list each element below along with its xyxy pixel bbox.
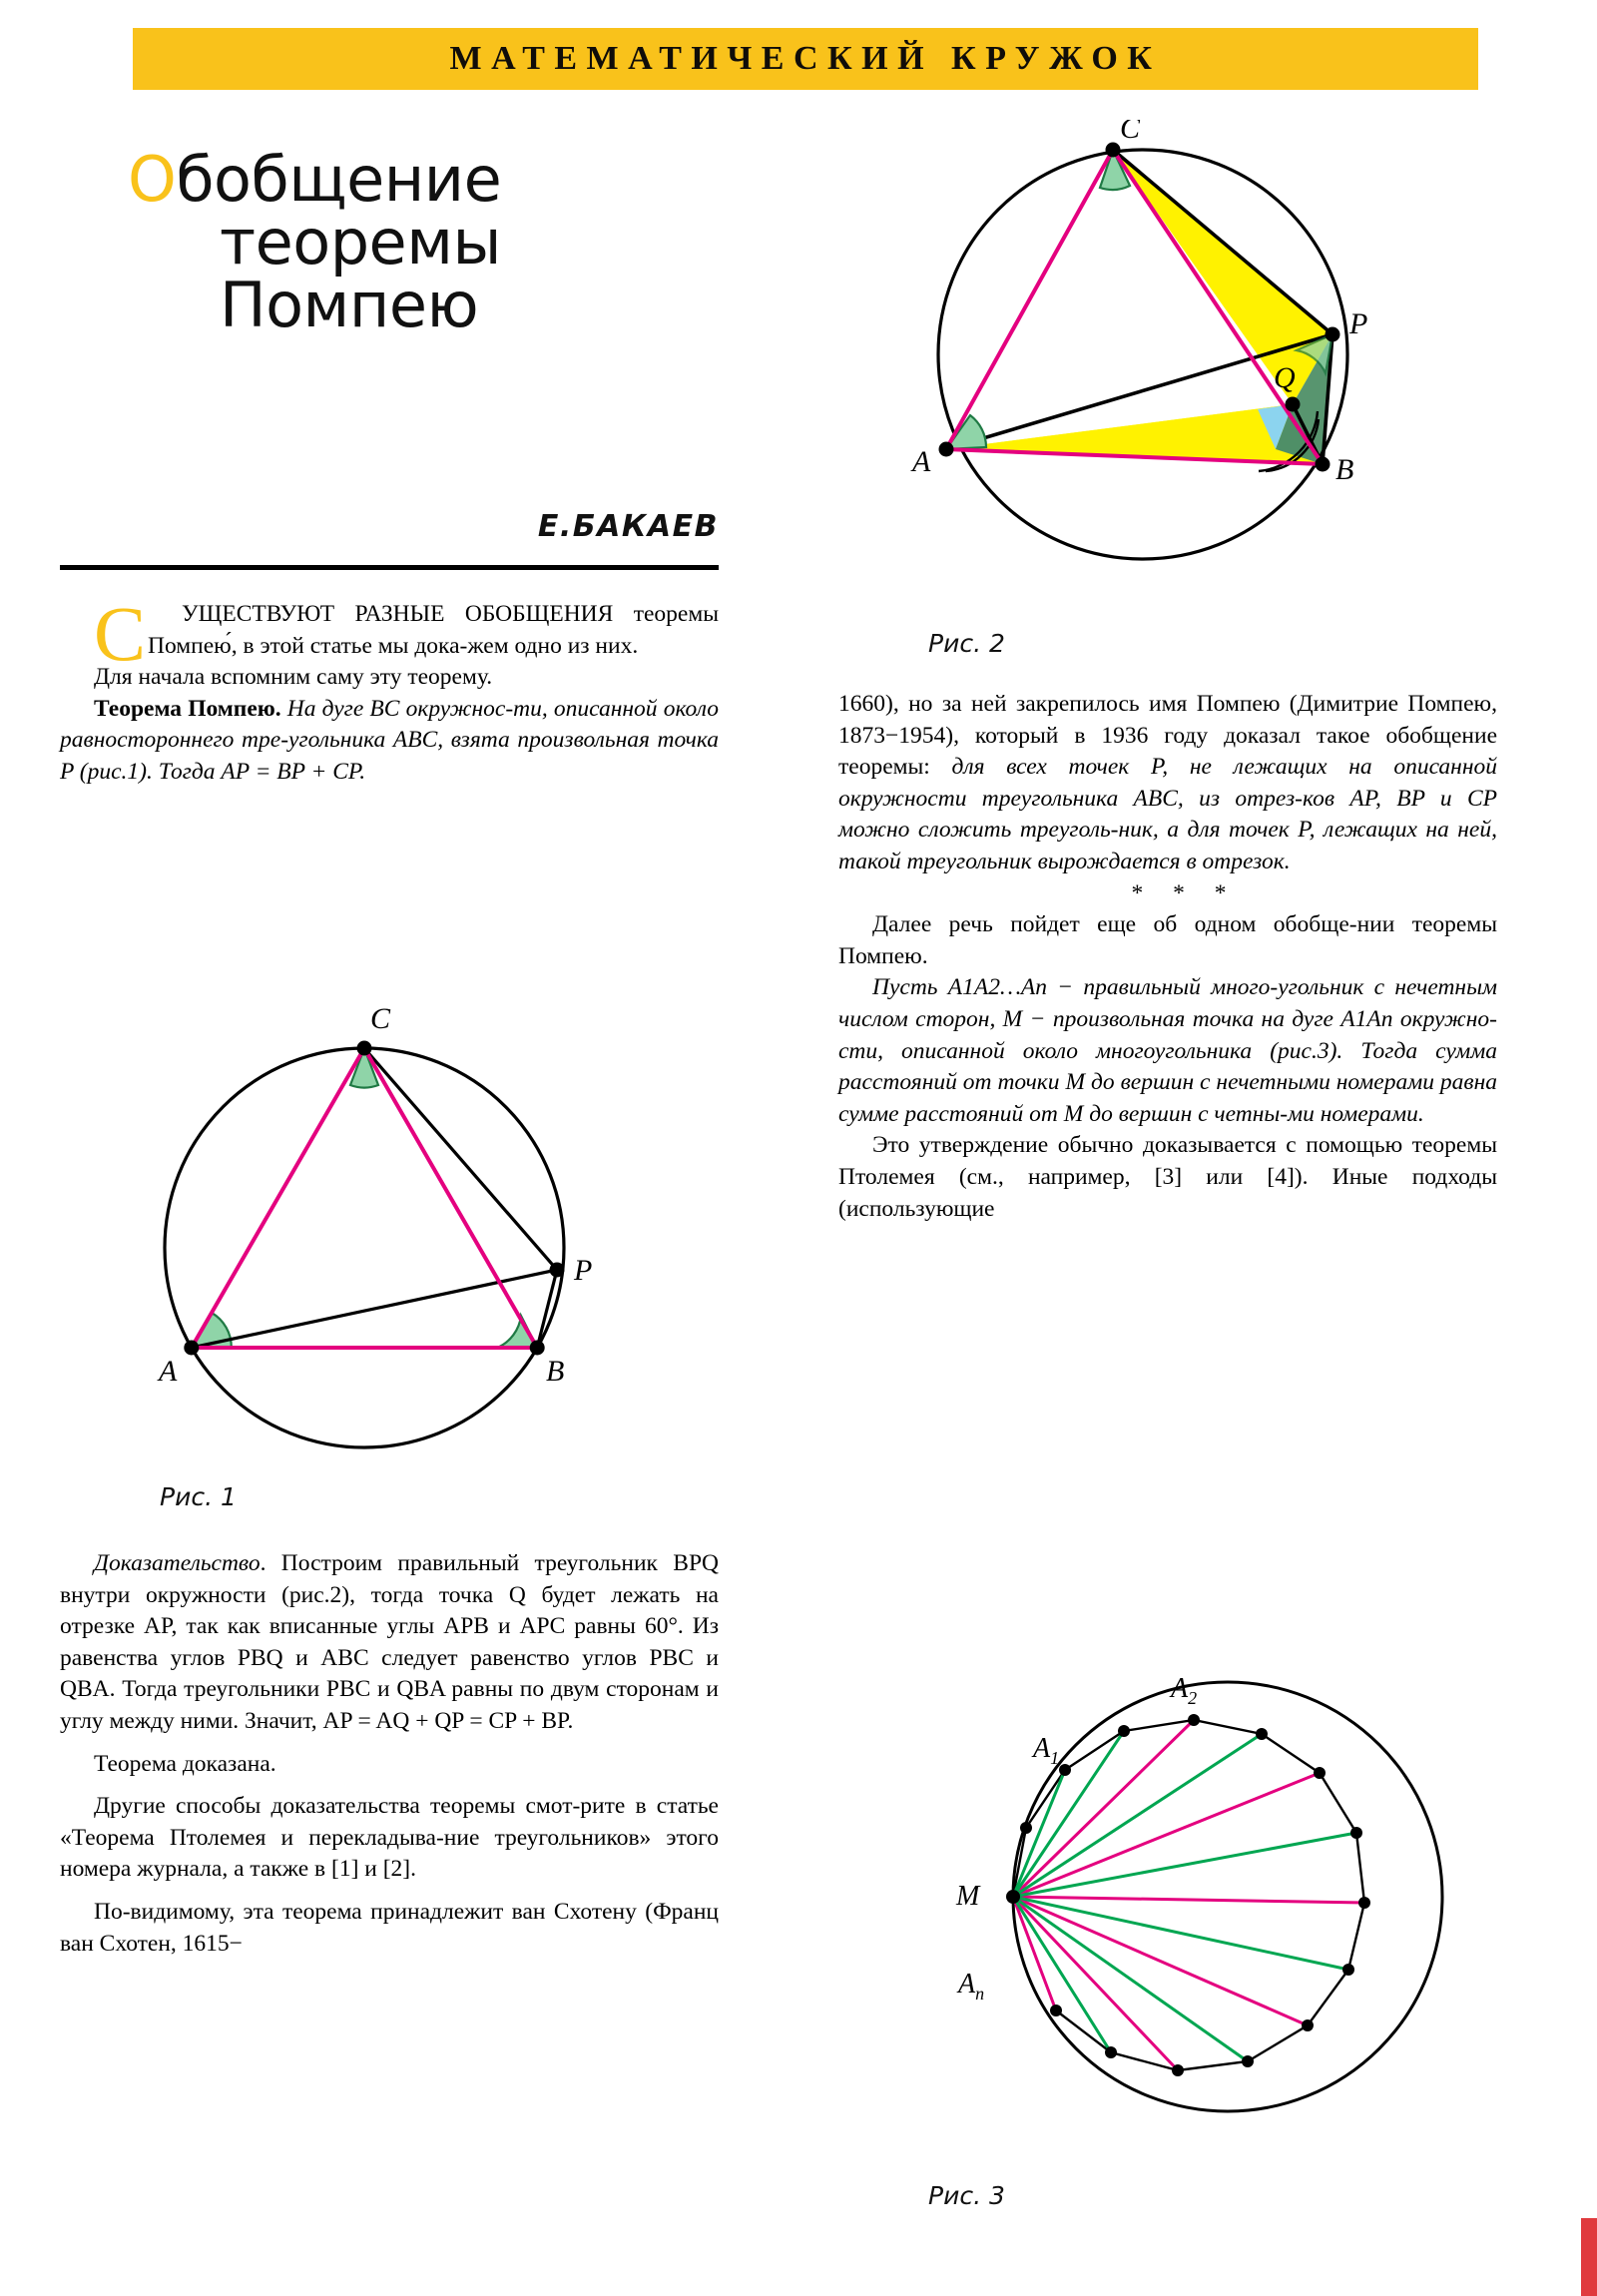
fig3-label-M: M <box>956 1881 980 1912</box>
fig2-point-A <box>939 442 954 457</box>
fig3-label-A2: $A_2$ <box>1171 1673 1198 1708</box>
fig3-label-An: $A_n$ <box>958 1969 985 2004</box>
fig2-label-A: A <box>912 445 931 478</box>
author-byline: Е.БАКАЕВ <box>537 509 719 544</box>
fig1-label-B: B <box>546 1355 565 1388</box>
pompeiu-bio-text: 1660), но за ней закрепилось имя Помпею (Димитрие Помпею, 1873−1954), который в 1936 году доказал такое обобщение теоремы: <box>838 691 1497 781</box>
paragraph-intro-caps: УЩЕСТВУЮТ РАЗНЫЕ ОБОБЩЕНИЯ <box>182 601 614 627</box>
section-separator: * * * <box>1131 879 1239 906</box>
title-line-3: Помпею <box>220 269 479 342</box>
figure-2-caption: Рис. 2 <box>928 629 1005 658</box>
fig3-label-An-sub: n <box>975 1984 985 2004</box>
fig2-label-B: B <box>1335 453 1354 486</box>
left-text-column-lower <box>60 1537 719 1960</box>
paragraph-ptolemy-note: Это утверждение обычно доказывается с помощью теоремы Птолемея (см., например, [3] или [4]). Иные подходы (использующие <box>838 1132 1497 1222</box>
paragraph-polygon-theorem: Пусть A1A2…An − правильный много-угольник с нечетным числом сторон, M − произвольная точка на дуге A1An окружно-сти, описанной около многоугольника (рис.3). Тогда сумма расстояний от точки M до вершин с нечетными номерами равна сумме расстояний от M до вершин с четны-ми номерами. <box>838 974 1497 1127</box>
paragraph-next-generalization: Далее речь пойдет еще об одном обобще-нии теоремы Помпею. <box>838 911 1497 969</box>
paragraph-proof <box>60 1548 719 1738</box>
fig1-point-A <box>184 1341 199 1356</box>
fig2-point-P <box>1326 327 1340 342</box>
figure-1 <box>115 998 674 1497</box>
figure-3 <box>928 1647 1487 2166</box>
left-text-column <box>60 590 719 789</box>
body-dropcap: С <box>94 590 147 677</box>
page-title <box>128 143 687 342</box>
paragraph-pompeiu-bio <box>838 689 1497 878</box>
paragraph-intro-rest: теоремы Помпею́, в этой статье мы дока-жем одно из них. <box>148 601 719 659</box>
fig2-point-Q <box>1286 397 1301 412</box>
fig1-point-P <box>550 1263 565 1278</box>
proof-label: Доказательство <box>94 1550 261 1576</box>
paragraph-qed: Теорема доказана. <box>94 1750 276 1777</box>
fig2-point-B <box>1316 457 1331 472</box>
fig1-label-P: P <box>574 1254 593 1287</box>
pompeiu-generalization: для всех точек P, не лежащих на описанной окружности треугольника ABC, из отрез-ков AP, BP и CP можно сложить треуголь-ник, а для точек P, лежащих на ней, такой треугольник вырождается в отрезок. <box>838 754 1497 874</box>
fig1-point-C <box>357 1041 372 1056</box>
corner-color-mark <box>1581 2218 1597 2296</box>
paragraph-recall: Для начала вспомним саму эту теорему. <box>94 664 493 691</box>
header-banner-title: МАТЕМАТИЧЕСКИЙ КРУЖОК <box>449 40 1162 77</box>
fig1-angle-B <box>497 1316 537 1348</box>
figure-3-caption: Рис. 3 <box>928 2181 1005 2210</box>
proof-body: . Построим правильный треугольник BPQ внутри окружности (рис.2), тогда точка Q будет лежать на отрезке AP, так как вписанные углы APB и APC равны 60°. Из равенства углов PBQ и ABC следует равенство углов PBC и QBA. Тогда треугольники PBC и QBA равны по двум сторонам и углу между ними. Значит, AP = AQ + QP = CP + BP. <box>60 1550 719 1734</box>
fig2-label-C: C <box>1120 120 1141 145</box>
fig1-triangle-ABC <box>192 1048 537 1348</box>
fig2-point-C <box>1106 143 1121 158</box>
fig3-label-A1: $A_1$ <box>1033 1733 1060 1768</box>
fig1-circumcircle <box>165 1048 564 1447</box>
title-line-1 <box>128 143 687 216</box>
fig1-chords-AP-CP <box>192 1048 557 1348</box>
theorem-statement: На дуге BC окружнос-ти, описанной около равностороннего тре-угольника ABC, взята произвольная точка P (рис.1). Тогда AP = BP + CP. <box>60 695 719 785</box>
fig1-point-B <box>530 1341 545 1356</box>
fig2-segment-CP <box>1113 150 1332 334</box>
fig1-label-A: A <box>159 1355 178 1388</box>
fig3-label-A1-sub: 1 <box>1050 1748 1060 1768</box>
paragraph-theorem <box>60 694 719 789</box>
fig3-label-A2-sub: 2 <box>1188 1688 1198 1708</box>
figure-1-caption: Рис. 1 <box>160 1482 237 1511</box>
title-dropcap: О <box>128 143 177 216</box>
fig2-label-P: P <box>1349 307 1368 340</box>
fig1-label-C: C <box>370 1002 391 1035</box>
paragraph-other-proofs: Другие способы доказательства теоремы смот-рите в статье «Теорема Птолемея и перекладыва-ние треугольников» этого номера журнала, а также в [1] и [2]. <box>60 1793 719 1883</box>
right-text-column <box>838 689 1497 1225</box>
figure-2 <box>878 120 1437 639</box>
title-line-2: теоремы <box>220 206 501 280</box>
fig3-vertices <box>1006 1714 1370 2076</box>
paragraph-schooten: По-видимому, эта теорема принадлежит ван Схотену (Франц ван Схотен, 1615− <box>60 1898 719 1957</box>
theorem-label: Теорема Помпею. <box>94 695 281 722</box>
fig2-label-Q: Q <box>1274 361 1296 394</box>
byline-divider <box>60 565 719 570</box>
title-line-1-rest: бобщение <box>176 143 502 216</box>
paragraph-intro <box>60 590 719 677</box>
